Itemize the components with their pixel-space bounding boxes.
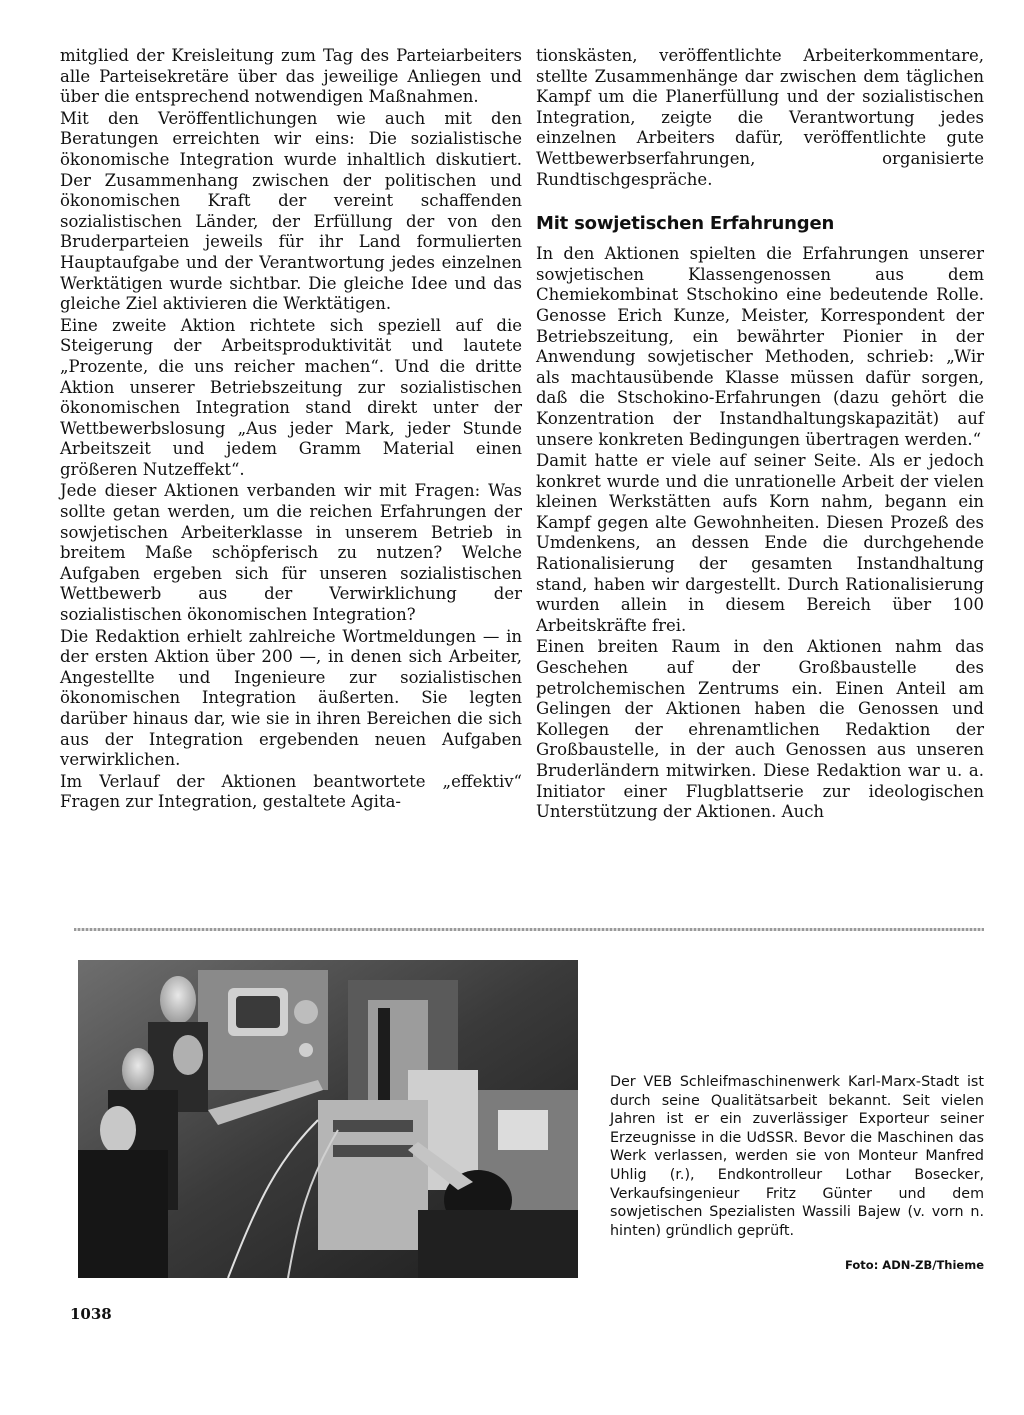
left-column bbox=[60, 46, 522, 814]
section-heading: Mit sowjetischen Erfahrungen bbox=[536, 213, 835, 235]
section-divider bbox=[74, 928, 984, 931]
paragraph: Damit hatte er viele auf seiner Seite. Als er jedoch konkret wurde und die unrationelle Arbeit der vielen kleinen Werkstätten aufs Korn nahm, begann ein Kampf gegen alte Gewohnheiten. Diesen Prozeß des Umdenkens, an dessen Ende die durchgehende Rationalisierung der gesamten Instandhaltung stand, haben wir dargestellt. Durch Rationalisierung wurden allein in diesem Bereich über 100 Arbeitskräfte frei. bbox=[536, 451, 984, 635]
paragraph: tionskästen, veröffentlichte Arbeiterkommentare, stellte Zusammenhänge dar zwischen dem täglichen Kampf um die Planerfüllung und der sozialistischen Integration, zeigte die Verantwortung jedes einzelnen Arbeiters dafür, veröffentlichte gute Wettbewerbserfahrungen, organisierte Rundtischgespräche. bbox=[536, 46, 984, 189]
right-column bbox=[536, 46, 984, 824]
paragraph: Die Redaktion erhielt zahlreiche Wortmeldungen — in der ersten Aktion über 200 —, in denen sich Arbeiter, Angestellte und Ingenieure zur sozialistischen ökonomischen Integration äußerten. Sie legten darüber hinaus dar, wie sie in ihren Bereichen die sich aus der Integration ergebenden neuen Aufgaben verwirklichen. bbox=[60, 626, 522, 770]
paragraph: Eine zweite Aktion richtete sich speziell auf die Steigerung der Arbeitsproduktivität und lautete „Prozente, die uns reicher machen“. Und die dritte Aktion unserer Betriebszeitung zur sozialistischen ökonomischen Integration stand direkt unter der Wettbewerbslosung „Aus jeder Mark, jeder Stunde Arbeitszeit und jedem Gramm Material einen größeren Nutzeffekt“. bbox=[60, 315, 522, 479]
paragraph: Einen breiten Raum in den Aktionen nahm das Geschehen auf der Großbaustelle des petrolchemischen Zentrums ein. Einen Anteil am Gelingen der Aktionen haben die Genossen und Kollegen der ehrenamtlichen Redaktion der Großbaustelle, in der auch Genossen aus unseren Bruderländern mitwirken. Diese Redaktion war u. a. Initiator einer Flugblattserie zur ideologischen Unterstützung der Aktionen. Auch bbox=[536, 637, 984, 822]
photo-credit: Foto: ADN-ZB/Thieme bbox=[845, 1258, 984, 1272]
photo-caption: Der VEB Schleifmaschinenwerk Karl-Marx-Stadt ist durch seine Qualitätsarbeit bekannt. Seit vielen Jahren ist er ein zuverlässiger Exporteur seiner Erzeugnisse in die UdSSR. Bevor die Maschinen das Werk verlassen, werden sie von Monteur Manfred Uhlig (r.), Endkontrolleur Lothar Bosecker, Verkaufsingenieur Fritz Günter und dem sowjetischen Spezialisten Wassili Bajew (v. vorn n. hinten) gründlich geprüft. bbox=[610, 1074, 984, 1239]
paragraph: Jede dieser Aktionen verbanden wir mit Fragen: Was sollte getan werden, um die reichen Erfahrungen der sowjetischen Arbeiterklasse in unserem Betrieb in breitem Maße schöpferisch zu nutzen? Welche Aufgaben ergeben sich für unseren sozialistischen Wettbewerb aus der Verwirklichung der sozialistischen ökonomischen Integration? bbox=[60, 481, 522, 625]
page-number: 1038 bbox=[70, 1305, 112, 1323]
paragraph: In den Aktionen spielten die Erfahrungen unserer sowjetischen Klassengenossen aus dem Chemiekombinat Stschokino eine bedeutende Rolle. Genosse Erich Kunze, Meister, Korrespondent der Betriebszeitung, ein bewährter Pionier in der Anwendung sowjetischer Methoden, schrieb: „Wir als machtausübende Klasse müssen dafür sorgen, daß die Stschokino-Erfahrungen (dazu gehört die Konzentration der Instandhaltungskapazität) auf unsere konkreten Bedingungen übertragen werden.“ bbox=[536, 244, 984, 449]
factory-photo bbox=[78, 960, 578, 1278]
paragraph: mitglied der Kreisleitung zum Tag des Parteiarbeiters alle Parteisekretäre über das jeweilige Anliegen und über die entsprechend notwendigen Maßnahmen. bbox=[60, 46, 522, 107]
paragraph: Mit den Veröffentlichungen wie auch mit den Beratungen erreichten wir eins: Die sozialistische ökonomische Integration wurde inhaltlich diskutiert. Der Zusammenhang zwischen der politischen und ökonomischen Kraft der vereint schaffenden sozialistischen Länder, der Erfüllung der von den Bruderparteien jeweils für ihr Land formulierten Hauptaufgabe und der Verantwortung jedes einzelnen Werktätigen wurde sichtbar. Die gleiche Idee und das gleiche Ziel aktivieren die Werktätigen. bbox=[60, 108, 522, 314]
paragraph: Im Verlauf der Aktionen beantwortete „effektiv“ Fragen zur Integration, gestaltete Agita- bbox=[60, 771, 522, 812]
